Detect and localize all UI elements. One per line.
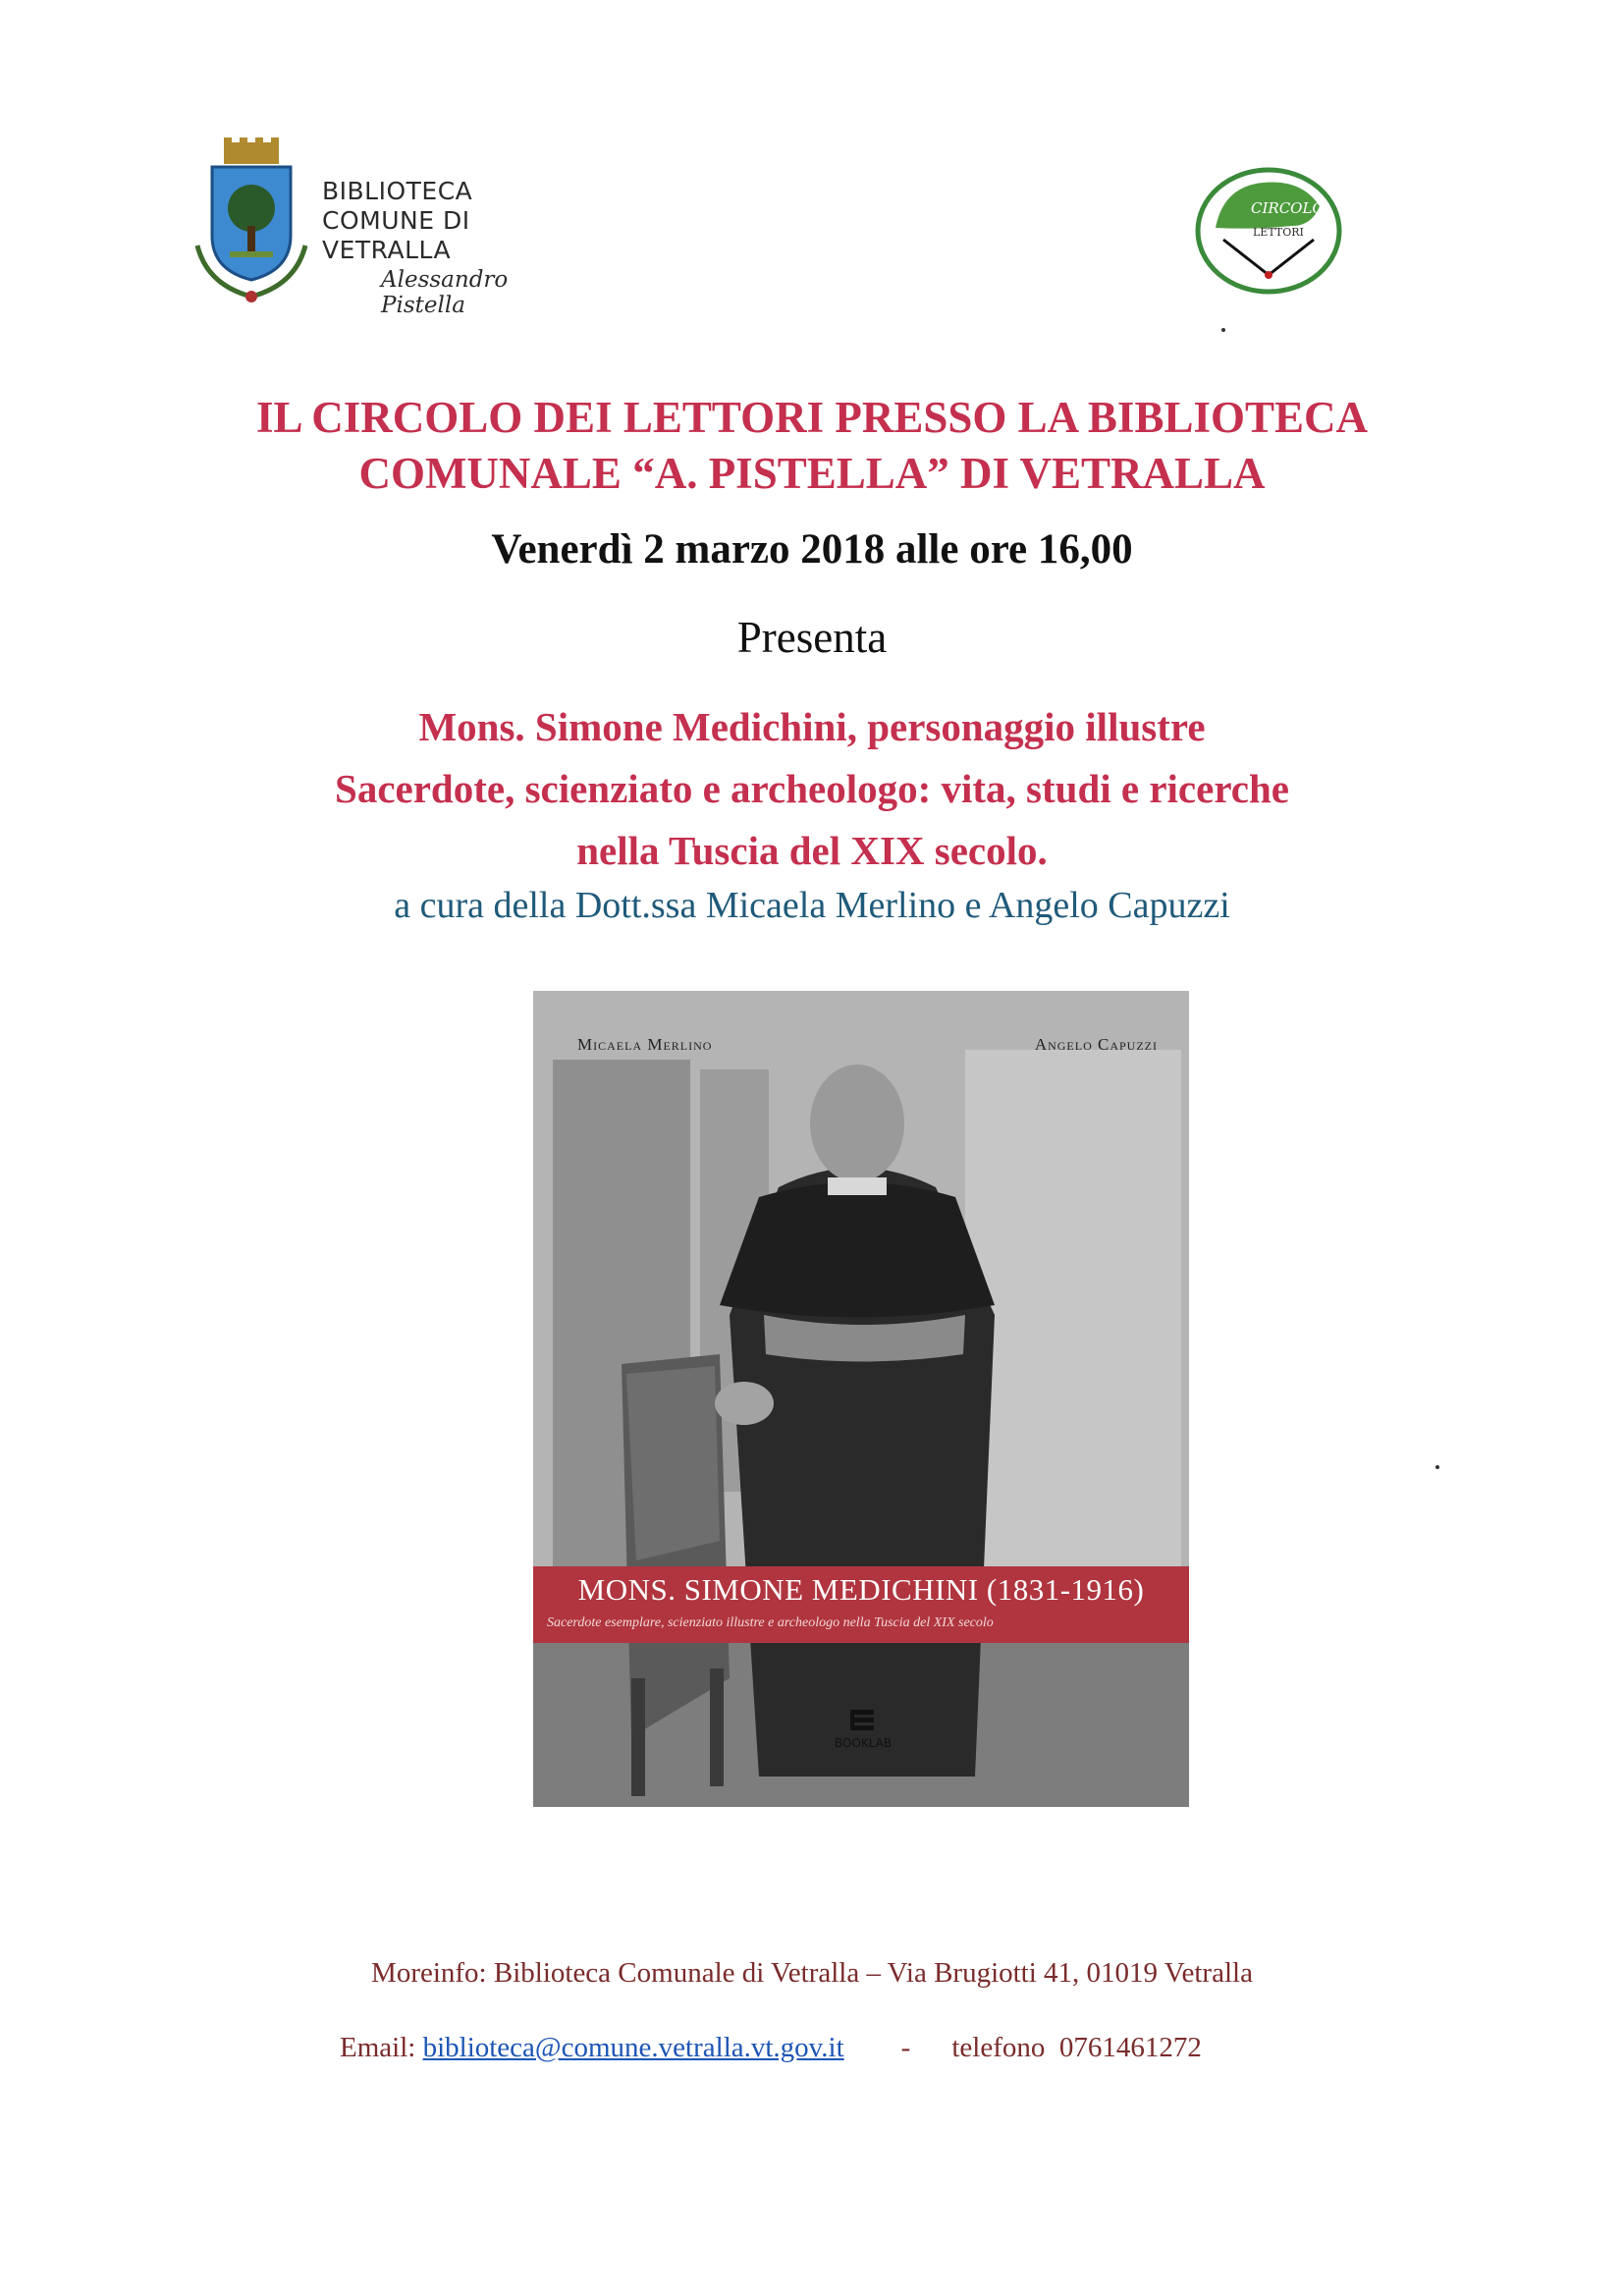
cover-publisher-label: BOOKLAB [834,1736,893,1750]
headline-line1: IL CIRCOLO DEI LETTORI PRESSO LA BIBLIOTECA [255,393,1369,442]
presenta-label: Presenta [736,613,888,662]
scan-speck [1435,1465,1439,1469]
library-logo-text [322,177,575,318]
library-logo [183,137,575,318]
scan-speck [1221,328,1225,332]
email-label: Email: [340,2032,423,2063]
cover-title: MONS. SIMONE MEDICHINI (1831-1916) [577,1572,1145,1607]
book-title-line1: Mons. Simone Medichini, personaggio illustre [418,704,1206,749]
phone-info: telefono 0761461272 [951,2032,1202,2063]
cover-author-1: Micaela Merlino [577,1035,713,1054]
curated-by: a cura della Dott.ssa Micaela Merlino e Angelo Capuzzi [394,885,1230,926]
contact-line [340,2032,1202,2064]
library-logo-line1: BIBLIOTECA [322,177,473,205]
book-title-line2: Sacerdote, scienziato e archeologo: vita, studi e ricerche [335,766,1289,811]
book-title-line3: nella Tuscia del XIX secolo. [576,828,1048,873]
email-link[interactable]: biblioteca@comune.vetralla.vt.gov.it [422,2032,844,2063]
contact-separator: - [900,2032,911,2063]
cover-author-2: Angelo Capuzzi [1034,1035,1158,1054]
headline-line2: COMUNALE “A. PISTELLA” DI VETRALLA [358,449,1266,498]
cover-publisher [828,1708,898,1750]
priest-portrait-photo [533,991,1189,1807]
circolo-lettori-logo-icon [1194,167,1343,295]
svg-text:LETTORI: LETTORI [1253,226,1304,239]
event-date-time: Venerdì 2 marzo 2018 alle ore 16,00 [491,526,1133,573]
more-info: Moreinfo: Biblioteca Comunale di Vetralla – Via Brugiotti 41, 01019 Vetralla [371,1957,1253,1989]
library-logo-signature: Alessandro Pistella [381,267,509,318]
town-crest-icon [183,137,320,304]
cover-subtitle: Sacerdote esemplare, scienziato illustre e archeologo nella Tuscia del XIX secolo [547,1615,994,1630]
booklab-logo-icon [848,1708,878,1733]
book-cover-image [533,991,1189,1807]
library-logo-line2: COMUNE DI VETRALLA [322,206,470,264]
svg-text:CIRCOLO: CIRCOLO [1251,199,1325,217]
